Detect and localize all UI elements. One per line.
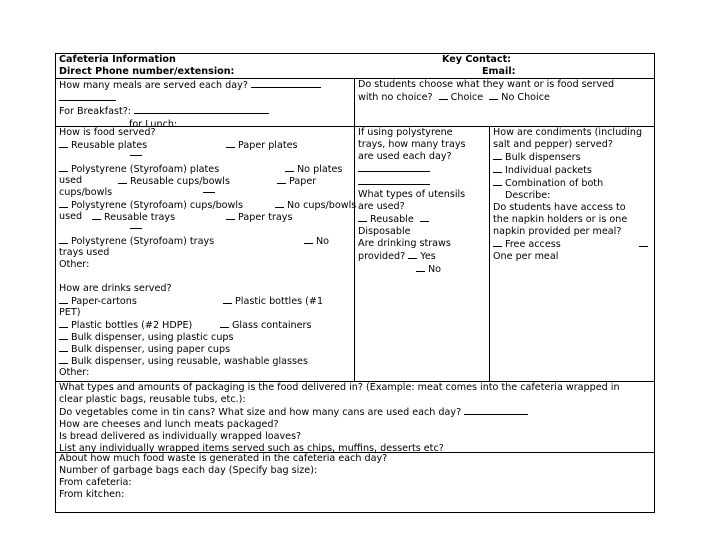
polystyrene-plates-label: Polystyrene (Styrofoam) plates bbox=[71, 164, 220, 175]
no-cups-checkbox[interactable] bbox=[275, 199, 284, 208]
choice-question-1: Do students choose what they want or is food served bbox=[358, 79, 615, 90]
bulk-paper-label: Bulk dispenser, using paper cups bbox=[71, 344, 231, 355]
extra-checkbox-1[interactable] bbox=[130, 147, 142, 156]
trays-used-label: trays used bbox=[59, 247, 110, 258]
meals-total-field-cont[interactable] bbox=[59, 92, 116, 101]
one-per-meal-checkbox[interactable] bbox=[639, 238, 648, 247]
header-left bbox=[56, 54, 354, 78]
napkin-question-3: napkin provided per meal? bbox=[493, 226, 622, 237]
reusable-trays-label: Reusable trays bbox=[104, 212, 176, 223]
paper-plates-checkbox[interactable] bbox=[226, 139, 235, 148]
meals-total-field[interactable] bbox=[251, 79, 321, 88]
tray-question-1: If using polystyrene bbox=[358, 127, 453, 138]
bulk-plastic-checkbox[interactable] bbox=[59, 331, 68, 340]
condiments-cell bbox=[490, 127, 654, 381]
choice-question-2: with no choice? bbox=[358, 92, 433, 103]
bulk-plastic-label: Bulk dispenser, using plastic cups bbox=[71, 332, 234, 343]
utensils-question-2: are used? bbox=[358, 201, 405, 212]
no-trays-label: No bbox=[316, 236, 330, 247]
no-choice-checkbox[interactable] bbox=[489, 91, 498, 100]
cafeteria-info-label: Cafeteria Information bbox=[59, 54, 176, 65]
food-served-cell bbox=[56, 127, 357, 381]
no-cups-label: No cups/bowls bbox=[287, 200, 357, 211]
bread-question: Is bread delivered as individually wrapped loaves? bbox=[59, 431, 302, 442]
straws-yes-label: Yes bbox=[420, 251, 436, 262]
disposable-utensils-checkbox[interactable] bbox=[420, 213, 429, 222]
pet-label: PET) bbox=[59, 307, 81, 318]
food-served-question: How is food served? bbox=[59, 127, 156, 138]
straws-question-1: Are drinking straws bbox=[358, 238, 451, 249]
header-right bbox=[354, 54, 654, 78]
bulk-dispensers-checkbox[interactable] bbox=[493, 151, 502, 160]
paper-trays-checkbox[interactable] bbox=[226, 211, 235, 220]
trays-count-field-cont[interactable] bbox=[358, 176, 430, 185]
polystyrene-trays-label: Polystyrene (Styrofoam) trays bbox=[71, 236, 215, 247]
breakfast-field[interactable] bbox=[134, 105, 269, 114]
from-cafeteria-label: From cafeteria: bbox=[59, 477, 132, 488]
paper-cups-label: Paper bbox=[289, 176, 317, 187]
waste-cell bbox=[56, 453, 654, 512]
straws-no-label: No bbox=[428, 264, 442, 275]
disposable-utensils-label: Disposable bbox=[358, 226, 411, 237]
hdpe-bottles-label: Plastic bottles (#2 HDPE) bbox=[71, 320, 193, 331]
packaging-question-1b: clear plastic bags, reusable tubs, etc.): bbox=[59, 394, 246, 405]
choice-checkbox[interactable] bbox=[439, 91, 448, 100]
bulk-paper-checkbox[interactable] bbox=[59, 343, 68, 352]
drinks-other-label: Other: bbox=[59, 367, 90, 378]
food-waste-question: About how much food waste is generated in the cafeteria each day? bbox=[59, 453, 388, 464]
used-label-1: used bbox=[59, 175, 83, 186]
tray-question-3: are used each day? bbox=[358, 151, 452, 162]
paper-plates-label: Paper plates bbox=[238, 140, 298, 151]
free-access-label: Free access bbox=[505, 239, 561, 250]
reusable-utensils-checkbox[interactable] bbox=[358, 213, 367, 222]
meals-cell bbox=[56, 79, 354, 130]
straws-yes-checkbox[interactable] bbox=[408, 250, 417, 259]
bulk-dispensers-label: Bulk dispensers bbox=[505, 152, 581, 163]
lunch-field[interactable] bbox=[180, 118, 268, 127]
extra-checkbox-3[interactable] bbox=[130, 220, 142, 229]
cups-bowls-label: cups/bowls bbox=[59, 187, 113, 198]
trays-count-field[interactable] bbox=[358, 163, 430, 172]
reusable-cups-checkbox[interactable] bbox=[118, 175, 127, 184]
individual-packets-checkbox[interactable] bbox=[493, 164, 502, 173]
drinks-question: How are drinks served? bbox=[59, 283, 172, 294]
napkin-question-1: Do students have access to bbox=[493, 202, 626, 213]
straws-no-checkbox[interactable] bbox=[416, 263, 425, 272]
bulk-glass-label: Bulk dispenser, using reusable, washable glasses bbox=[71, 356, 308, 367]
condiments-question-2: salt and pepper) served? bbox=[493, 139, 613, 150]
polystyrene-trays-checkbox[interactable] bbox=[59, 235, 68, 244]
packaging-question-1: What types and amounts of packaging is the food delivered in? (Example: meat comes into the cafeteria wrapped in bbox=[59, 382, 620, 393]
one-per-meal-label: One per meal bbox=[493, 251, 559, 262]
reusable-plates-checkbox[interactable] bbox=[59, 139, 68, 148]
bulk-glass-checkbox[interactable] bbox=[59, 355, 68, 364]
hdpe-bottles-checkbox[interactable] bbox=[59, 319, 68, 328]
tin-cans-question: Do vegetables come in tin cans? What size and how many cans are used each day? bbox=[59, 407, 462, 418]
polystyrene-cups-label: Polystyrene (Styrofoam) cups/bowls bbox=[71, 200, 244, 211]
packaging-cell bbox=[56, 382, 654, 452]
wrapped-items-question: List any individually wrapped items served such as chips, muffins, desserts etc? bbox=[59, 443, 444, 454]
glass-containers-checkbox[interactable] bbox=[220, 319, 229, 328]
no-plates-label: No plates bbox=[297, 164, 343, 175]
paper-cups-checkbox[interactable] bbox=[277, 175, 286, 184]
paper-trays-label: Paper trays bbox=[238, 212, 293, 223]
reusable-plates-label: Reusable plates bbox=[71, 140, 148, 151]
glass-containers-label: Glass containers bbox=[232, 320, 312, 331]
individual-packets-label: Individual packets bbox=[505, 165, 592, 176]
polystyrene-plates-checkbox[interactable] bbox=[59, 163, 68, 172]
reusable-cups-label: Reusable cups/bowls bbox=[130, 176, 230, 187]
combination-label: Combination of both bbox=[505, 178, 604, 189]
email-label: Email: bbox=[482, 66, 516, 77]
tin-cans-field[interactable] bbox=[464, 406, 528, 415]
reusable-trays-checkbox[interactable] bbox=[92, 211, 101, 220]
breakfast-label: For Breakfast?: bbox=[59, 106, 132, 117]
extra-checkbox-2[interactable] bbox=[203, 184, 215, 193]
tray-question-2: trays, how many trays bbox=[358, 139, 466, 150]
condiments-question-1: How are condiments (including bbox=[493, 127, 643, 138]
no-plates-checkbox[interactable] bbox=[285, 163, 294, 172]
utensils-question-1: What types of utensils bbox=[358, 189, 466, 200]
lunch-label: for Lunch: bbox=[129, 119, 178, 130]
cheese-meats-question: How are cheeses and lunch meats packaged? bbox=[59, 419, 279, 430]
free-access-checkbox[interactable] bbox=[493, 238, 502, 247]
food-served-other-label: Other: bbox=[59, 259, 90, 270]
straws-question-2: provided? bbox=[358, 251, 406, 262]
napkin-question-2: the napkin holders or is one bbox=[493, 214, 628, 225]
direct-phone-label: Direct Phone number/extension: bbox=[59, 66, 235, 77]
choice-label: Choice bbox=[450, 92, 484, 103]
combination-checkbox[interactable] bbox=[493, 177, 502, 186]
paper-cartons-checkbox[interactable] bbox=[59, 295, 68, 304]
from-kitchen-label: From kitchen: bbox=[59, 489, 125, 500]
reusable-utensils-label: Reusable bbox=[370, 214, 414, 225]
used-label-2: used bbox=[59, 211, 83, 222]
key-contact-label: Key Contact: bbox=[442, 54, 511, 65]
describe-label: Describe: bbox=[505, 190, 551, 201]
no-trays-checkbox[interactable] bbox=[304, 235, 313, 244]
cafeteria-survey-form bbox=[55, 53, 655, 513]
polystyrene-cups-checkbox[interactable] bbox=[59, 199, 68, 208]
garbage-bags-question: Number of garbage bags each day (Specify bag size): bbox=[59, 465, 318, 476]
paper-cartons-label: Paper-cartons bbox=[71, 296, 137, 307]
meals-question: How many meals are served each day? bbox=[59, 80, 248, 91]
pet-bottles-label: Plastic bottles (#1 bbox=[235, 296, 324, 307]
choice-cell bbox=[355, 79, 654, 126]
trays-utensils-cell bbox=[355, 127, 489, 381]
pet-bottles-checkbox[interactable] bbox=[223, 295, 232, 304]
no-choice-label: No Choice bbox=[501, 92, 550, 103]
